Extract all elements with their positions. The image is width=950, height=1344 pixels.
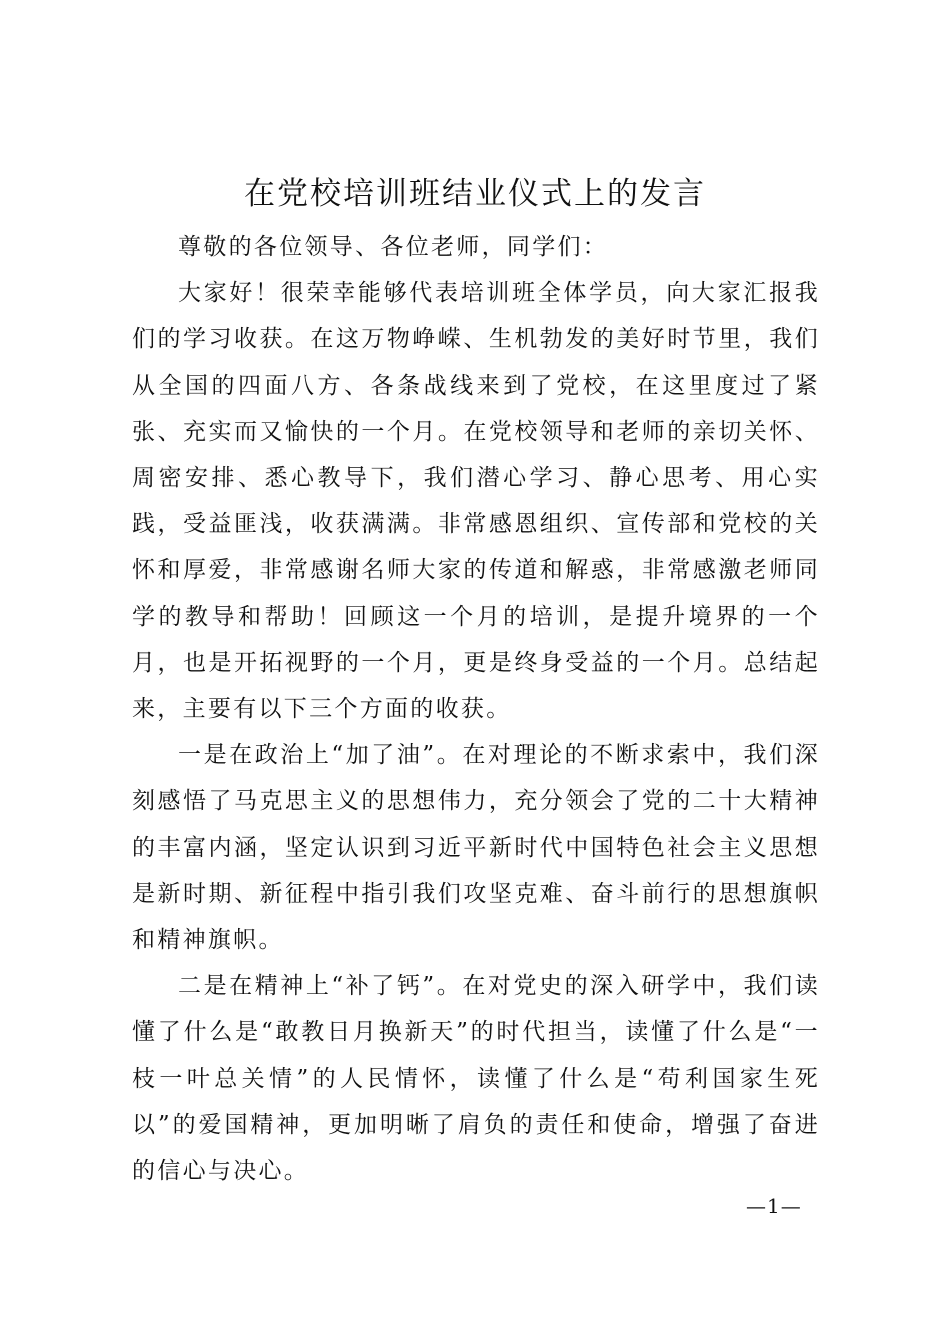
document-body <box>132 224 820 1194</box>
salutation: 尊敬的各位领导、各位老师，同学们： <box>178 234 609 260</box>
paragraph-political: 一是在政治上“加了油”。在对理论的不断求索中，我们深刻感悟了马克思主义的思想伟力，充分领会了党的二十大精神的丰富内涵，坚定认识到习近平新时代中国特色社会主义思想是新时期、新征程中指引我们攻坚克难、奋斗前行的思想旗帜和精神旗帜。 <box>132 742 820 954</box>
paragraph-intro: 大家好！很荣幸能够代表培训班全体学员，向大家汇报我们的学习收获。在这万物峥嵘、生机勃发的美好时节里，我们从全国的四面八方、各条战线来到了党校，在这里度过了紧张、充实而又愉快的一个月。在党校领导和老师的亲切关怀、周密安排、悉心教导下，我们潜心学习、静心思考、用心实践，受益匪浅，收获满满。非常感恩组织、宣传部和党校的关怀和厚爱，非常感谢名师大家的传道和解惑，非常感激老师同学的教导和帮助！回顾这一个月的培训，是提升境界的一个月，也是开拓视野的一个月，更是终身受益的一个月。总结起来，主要有以下三个方面的收获。 <box>132 280 820 723</box>
document-title: 在党校培训班结业仪式上的发言 <box>244 176 706 212</box>
page-number: —1— <box>746 1194 802 1218</box>
paragraph-spiritual: 二是在精神上“补了钙”。在对党史的深入研学中，我们读懂了什么是“敢教日月换新天”的时代担当，读懂了什么是“一枝一叶总关情”的人民情怀，读懂了什么是“苟利国家生死以”的爱国精神，更加明晰了肩负的责任和使命，增强了奋进的信心与决心。 <box>132 973 820 1185</box>
